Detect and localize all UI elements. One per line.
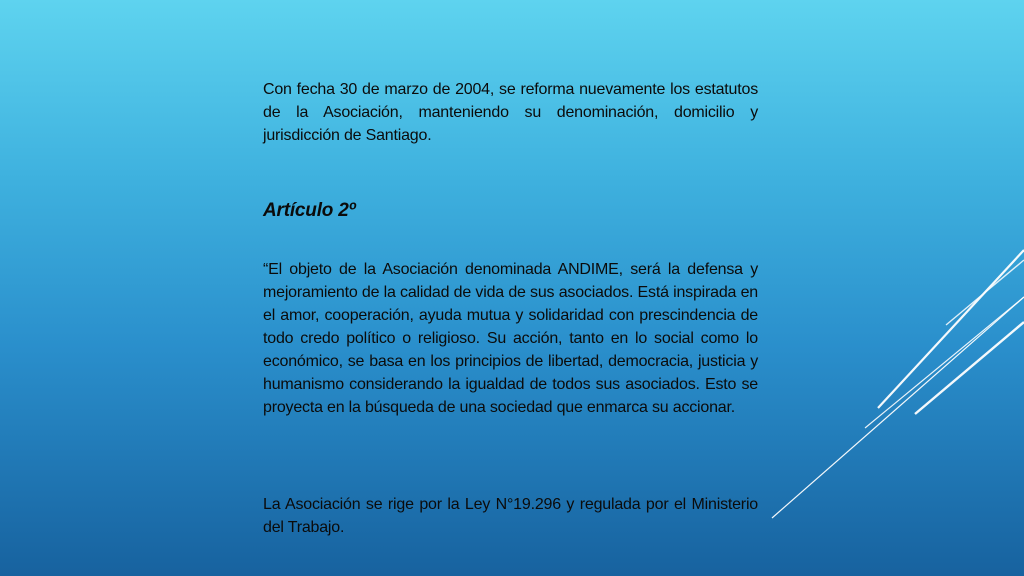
decorative-line-3 [878, 250, 1024, 408]
decorative-line-2 [865, 297, 1024, 428]
paragraph-article-objective: “El objeto de la Asociación denominada ANDIME, será la defensa y mejoramiento de la calidad de vida de sus asociados. Está inspirada en el amor, cooperación, ayuda mutua y solidaridad con prescindencia de todo credo político o religioso. Su acción, tanto en lo social como lo económico, se basa en los principios de libertad, democracia, justicia y humanismo considerando la igualdad de todos sus asociados. Esto se proyecta en la búsqueda de una sociedad que enmarca su accionar. [263, 261, 758, 416]
decorative-line-1 [772, 297, 1024, 518]
decorative-line-5 [946, 260, 1024, 325]
article-heading: Artículo 2º [263, 200, 356, 221]
paragraph-legal-basis: La Asociación se rige por la Ley N°19.296 y regulada por el Ministerio del Trabajo. [263, 496, 758, 536]
decorative-line-4 [915, 322, 1024, 414]
paragraph-statute-reform: Con fecha 30 de marzo de 2004, se reforma nuevamente los estatutos de la Asociación, manteniendo su denominación, domicilio y jurisdicción de Santiago. [263, 81, 758, 144]
